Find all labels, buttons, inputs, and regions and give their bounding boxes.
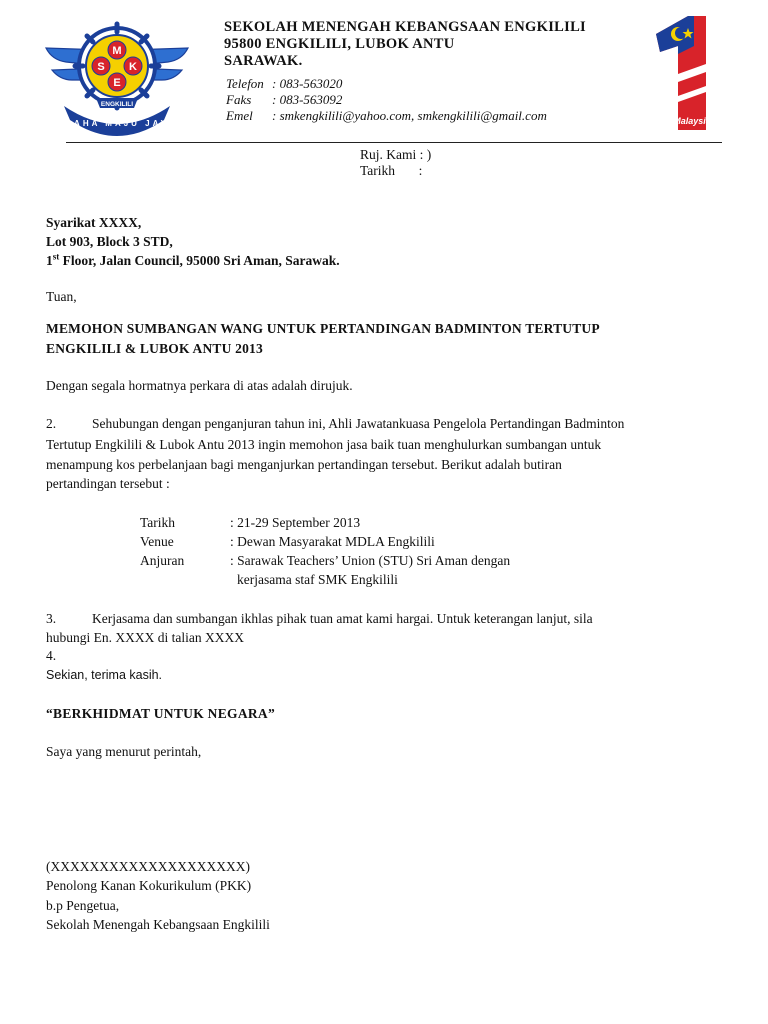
- school-state: SARAWAK.: [224, 53, 303, 69]
- signature-name: (XXXXXXXXXXXXXXXXXXXX): [46, 859, 250, 874]
- one-malaysia-logo: [648, 12, 720, 132]
- contact-email-value: : smkengkilili@yahoo.com, smkengkilili@gmail.com: [272, 108, 547, 123]
- paragraph-4: Sekian, terima kasih.: [46, 668, 163, 682]
- recipient-address-rest: Floor, Jalan Council, 95000 Sri Aman, Sarawak.: [59, 253, 340, 268]
- detail-organiser-value: : Sarawak Teachers’ Union (STU) Sri Aman dengan: [230, 553, 511, 568]
- paragraph-2-line-4: pertandingan tersebut :: [46, 476, 170, 491]
- paragraph-2-line-2: Tertutup Engkilili & Lubok Antu 2013 ingin memohon jasa baik tuan menghulurkan sumbangan untuk: [46, 437, 602, 452]
- one-malaysia-text: Malaysia: [673, 116, 711, 126]
- contact-email-label: Emel: [226, 108, 253, 123]
- logo-banner-top-text: ENGKILILI: [100, 101, 134, 108]
- header-divider: [66, 142, 722, 143]
- contact-phone: [226, 76, 342, 92]
- contact-fax-label: Faks: [226, 92, 252, 107]
- paragraph-3-line-2: hubungi En. XXXX di talian XXXX: [46, 630, 244, 645]
- logo-letter-e: E: [113, 77, 121, 89]
- logo-letter-m: M: [112, 45, 122, 57]
- paragraph-4-number: 4.: [46, 648, 57, 663]
- school-logo: [42, 10, 192, 138]
- paragraph-3-number: 3.: [46, 611, 57, 626]
- reference-tarikh: Tarikh :: [360, 163, 423, 178]
- detail-organiser-cont: kerjasama staf SMK Engkilili: [237, 572, 398, 587]
- detail-venue-value: : Dewan Masyarakat MDLA Engkilili: [230, 534, 435, 549]
- logo-letter-s: S: [97, 61, 105, 73]
- closing: Saya yang menurut perintah,: [46, 744, 202, 759]
- reference-ruj: Ruj. Kami : ): [360, 147, 432, 162]
- contact-phone-value: : 083-563020: [272, 76, 343, 91]
- logo-wheel: [75, 24, 159, 108]
- signature-title: Penolong Kanan Kokurikulum (PKK): [46, 878, 252, 893]
- paragraph-2-line-3: menampung kos perbelanjaan bagi menganjurkan pertandingan tersebut. Berikut adalah butiran: [46, 457, 562, 472]
- detail-date-label: Tarikh: [140, 515, 176, 530]
- subject-line-1: MEMOHON SUMBANGAN WANG UNTUK PERTANDINGAN BADMINTON TERTUTUP: [46, 321, 600, 336]
- paragraph-3-line-1: Kerjasama dan sumbangan ikhlas pihak tuan amat kami hargai. Untuk keterangan lanjut, sila: [92, 611, 593, 626]
- detail-organiser-label: Anjuran: [140, 553, 185, 568]
- motto: “BERKHIDMAT UNTUK NEGARA”: [46, 706, 276, 721]
- contact-fax: [226, 92, 342, 108]
- recipient-address-2: [46, 252, 340, 270]
- school-address: 95800 ENGKILILI, LUBOK ANTU: [224, 36, 455, 52]
- salutation: Tuan,: [46, 289, 77, 304]
- contact-phone-label: Telefon: [226, 76, 264, 91]
- contact-fax-value: : 083-563092: [272, 92, 343, 107]
- recipient-floor-num: 1: [46, 253, 53, 268]
- recipient-floor-suffix: st: [52, 251, 60, 262]
- recipient-address-1: Lot 903, Block 3 STD,: [46, 234, 173, 249]
- detail-date-value: : 21-29 September 2013: [230, 515, 361, 530]
- paragraph-2-line-1: Sehubungan dengan penganjuran tahun ini, Ahli Jawatankuasa Pengelola Pertandingan Badminton: [92, 416, 625, 431]
- recipient-company: Syarikat XXXX,: [46, 215, 142, 230]
- paragraph-1: Dengan segala hormatnya perkara di atas adalah dirujuk.: [46, 378, 353, 393]
- contact-email: [226, 108, 547, 124]
- detail-venue-label: Venue: [140, 534, 174, 549]
- school-name: SEKOLAH MENENGAH KEBANGSAAN ENGKILILI: [224, 19, 586, 35]
- logo-letter-k: K: [129, 61, 137, 73]
- signature-bp: b.p Pengetua,: [46, 898, 120, 913]
- paragraph-2-number: 2.: [46, 416, 57, 431]
- subject-line-2: ENGKILILI & LUBOK ANTU 2013: [46, 341, 263, 356]
- signature-school: Sekolah Menengah Kebangsaan Engkilili: [46, 917, 270, 932]
- logo-banner-bottom-text: USAHA MAJU JAYA: [56, 119, 178, 128]
